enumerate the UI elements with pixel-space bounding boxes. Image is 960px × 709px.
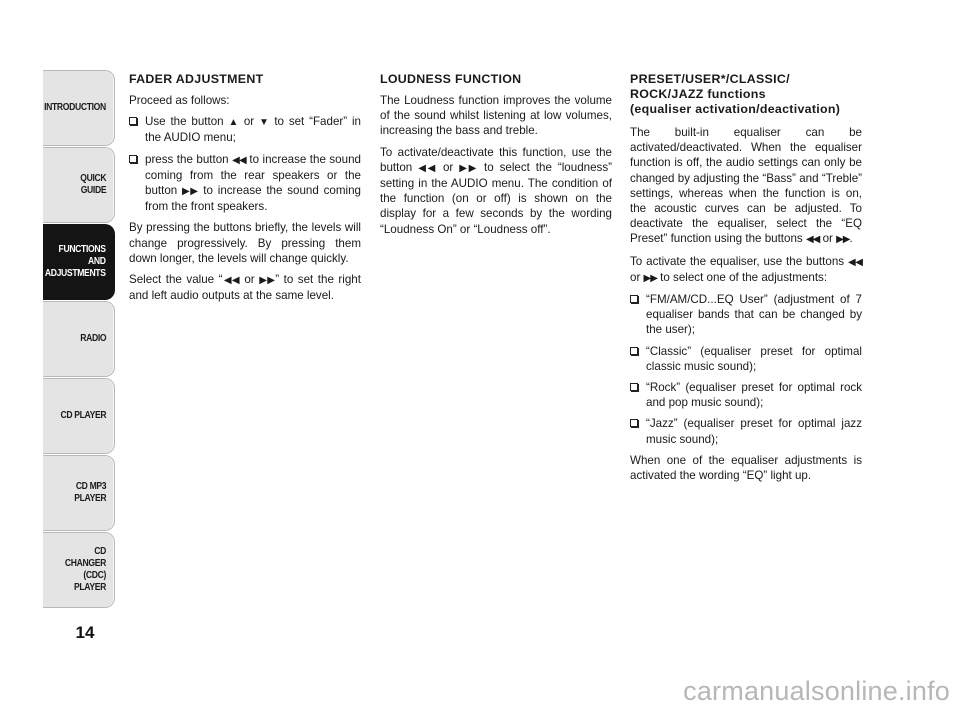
fader-intro: Proceed as follows: [129,94,230,107]
fast-forward-icon: ▶▶ [259,275,276,287]
tab-cd-player[interactable] [43,378,115,454]
equaliser-section [630,72,862,489]
fader-paragraph-2: Select the value “◀◀ or ▶▶” to set the right and left audio outputs at the same level. [129,273,361,303]
down-arrow-icon: ▼ [258,117,270,129]
equaliser-option-rock: “Rock” (equaliser preset for optimal rock and pop music sound); [630,380,862,410]
equaliser-paragraph-3: When one of the equaliser adjustments is activated the wording “EQ” light up. [630,453,862,483]
tab-label: CD PLAYER [60,410,106,421]
fader-step-1: Use the button ▲ or ▼ to set “Fader” in the AUDIO menu; [129,114,361,145]
tab-label: CD MP3 PLAYER [73,481,106,504]
rewind-icon: ◀◀ [418,162,438,174]
fast-forward-icon: ▶▶ [643,272,657,284]
tab-introduction[interactable] [43,70,115,146]
fast-forward-icon: ▶▶ [182,186,199,198]
tab-label: RADIO [79,333,106,344]
checkbox-bullet-icon [630,347,638,355]
loudness-paragraph-1: The Loudness function improves the volume of the sound whilst listening at low volumes, increasing the bass and treble. [380,94,612,138]
loudness-paragraph-2: To activate/deactivate this function, use the button ◀◀ or ▶▶ to select the “loudness” setting in the AUDIO menu. The condition of the function (on or off) is shown on the display for a few seconds by the wording “Loudness On” or “Loudness off”. [380,145,612,236]
rewind-icon: ◀◀ [847,256,862,268]
fader-step-2: press the button ◀◀ to increase the sound coming from the rear speakers or the button ▶▶ to increase the sound coming from the front speakers. [129,152,361,215]
equaliser-option-classic: “Classic” (equaliser preset for optimal classic music sound); [630,344,862,374]
watermark: carmanualsonline.info [683,676,950,706]
fader-heading: FADER ADJUSTMENT [129,72,264,86]
fader-paragraph-1: By pressing the buttons briefly, the levels will change progressively. By pressing them down longer, the levels will change quickly. [129,221,361,265]
tab-functions-and-adjustments[interactable] [43,224,115,300]
tab-label: CD CHANGER (CDC) PLAYER [64,546,106,593]
tab-cd-changer-player[interactable] [43,532,115,608]
equaliser-paragraph-2: To activate the equaliser, use the buttons ◀◀ or ▶▶ to select one of the adjustments: [630,254,862,284]
checkbox-bullet-icon [630,383,638,391]
fast-forward-icon: ▶▶ [459,162,479,174]
fast-forward-icon: ▶▶ [836,234,850,246]
checkbox-bullet-icon [129,117,137,125]
equaliser-option-jazz: “Jazz” (equaliser preset for optimal jazz music sound); [630,416,862,446]
checkbox-bullet-icon [630,295,638,303]
rewind-icon: ◀◀ [805,234,820,246]
tab-label: QUICK GUIDE [79,173,106,196]
tab-radio[interactable] [43,301,115,377]
checkbox-bullet-icon [630,419,638,427]
loudness-section [380,72,612,243]
checkbox-bullet-icon [129,155,137,163]
up-arrow-icon: ▲ [228,117,239,129]
fader-section [129,72,361,309]
page-number: 14 [75,623,95,642]
equaliser-heading: PRESET/USER*/CLASSIC/ ROCK/JAZZ functions (equaliser activation/deactivation) [630,72,841,116]
rewind-icon: ◀◀ [222,275,240,287]
equaliser-paragraph-1: The built-in equaliser can be activated/deactivated. When the equaliser function is off, the audio settings can only be changed by adjusting the “Bass” and “Treble” settings, whereas when the function is on, the acoustic curves can be adjusted. To deactivate the equaliser, select the “EQ Preset” function using the buttons ◀◀ or ▶▶. [630,126,862,246]
tab-label: INTRODUCTION [44,102,106,113]
loudness-heading: LOUDNESS FUNCTION [380,72,522,86]
rewind-icon: ◀◀ [232,154,246,166]
chapter-tabs [43,70,115,609]
tab-cd-mp3-player[interactable] [43,455,115,531]
tab-quick-guide[interactable] [43,147,115,223]
equaliser-option-user: “FM/AM/CD...EQ User” (adjustment of 7 equaliser bands that can be changed by the user); [630,292,862,338]
tab-label: FUNCTIONS AND ADJUSTMENTS [45,244,106,279]
